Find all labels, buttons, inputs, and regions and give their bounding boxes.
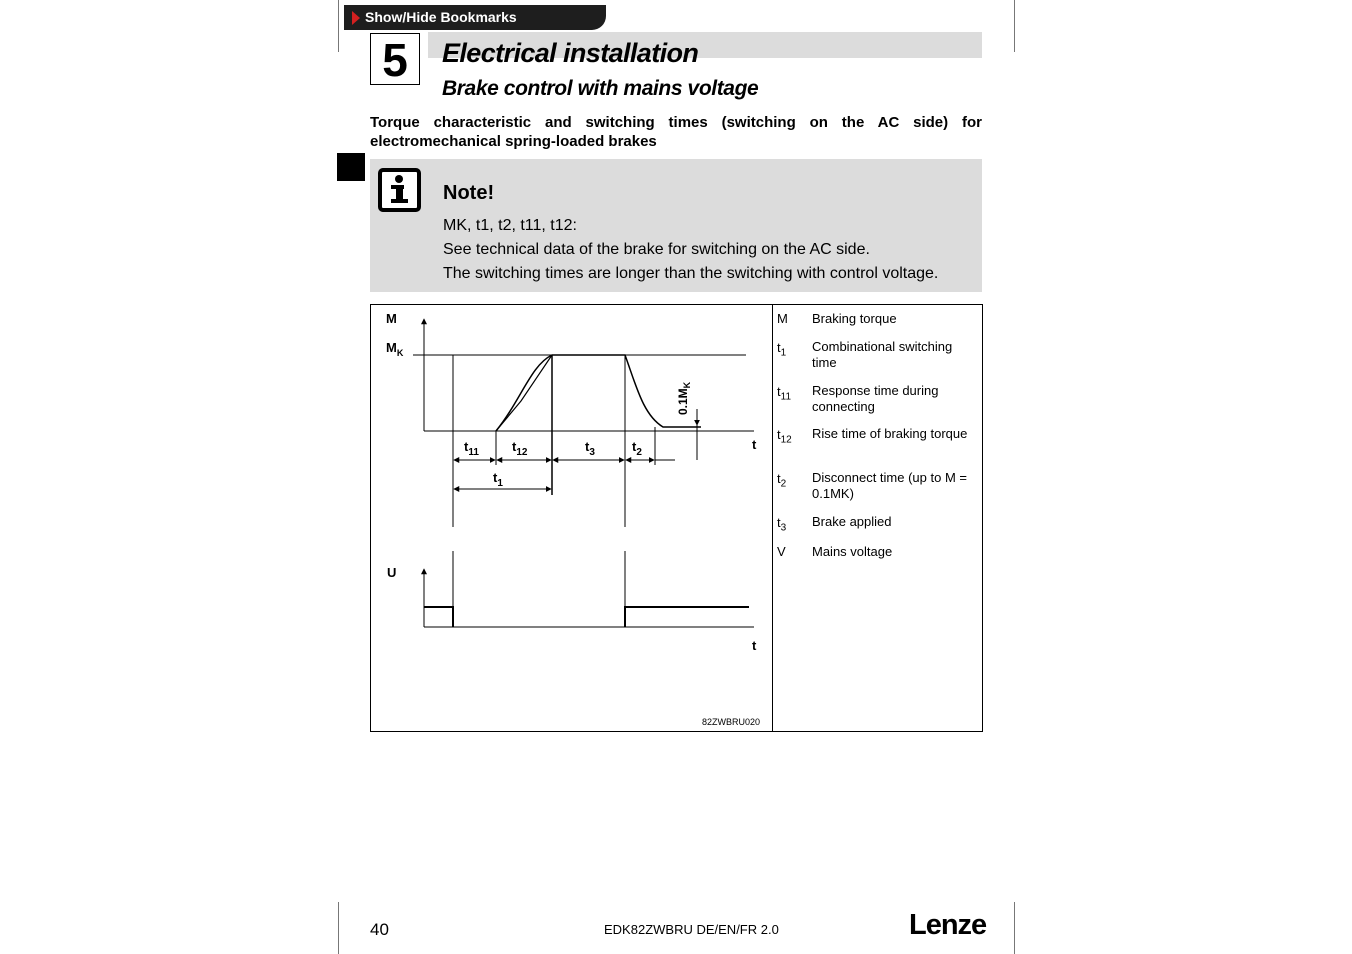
show-hide-bookmarks-button[interactable] — [344, 5, 606, 30]
note-line-2: See technical data of the brake for switching on the AC side. — [443, 241, 870, 258]
legend-sym-M: M — [777, 311, 788, 326]
legend-text-M: Braking torque — [812, 311, 897, 326]
figure-code: 82ZWBRU020 — [702, 717, 761, 727]
label-M: M — [386, 311, 397, 326]
info-icon — [378, 168, 421, 212]
legend-text-t1: Combinational switching time — [812, 339, 953, 370]
label-t2: $t_2$ — [632, 439, 642, 458]
label-MK: $M_K$ — [386, 340, 404, 358]
page-edge-left-top — [338, 0, 339, 52]
note-symbols-line — [443, 217, 577, 235]
note-title: Note! — [443, 182, 495, 204]
legend-sym-t2: $t_2$ — [777, 471, 787, 490]
label-t-upper: t — [752, 437, 757, 452]
expand-arrow-icon — [352, 11, 360, 25]
document-code: EDK82ZWBRU DE/EN/FR 2.0 — [604, 922, 779, 937]
section-marker — [337, 153, 365, 181]
note-line-3: The switching times are longer than the switching with control voltage. — [443, 265, 939, 282]
bookmarks-label: Show/Hide Bookmarks — [365, 9, 517, 25]
label-t-lower: t — [752, 638, 757, 653]
legend-sym-t3: $t_3$ — [777, 515, 787, 534]
label-01mk: $0.1M_K$ — [676, 381, 692, 415]
label-t3: $t_3$ — [585, 439, 595, 458]
voltage-pulse-off — [625, 607, 749, 627]
label-t12: $t_{12}$ — [512, 439, 528, 458]
note-symbols-text: MK, t1, t2, t11, t12: — [443, 217, 577, 234]
torque-timing-diagram — [370, 304, 983, 732]
diagram-divider — [772, 305, 773, 731]
intro-text: Torque characteristic and switching times (switching on the AC side) for electromechanical spring-loaded brakes — [370, 114, 982, 150]
label-t1: $t_1$ — [493, 470, 503, 489]
legend-text-t11: Response time during connecting — [812, 383, 939, 414]
page-title: Electrical installation — [442, 38, 699, 68]
lenze-logo: Lenze — [909, 909, 987, 941]
page-edge-right-bottom — [1014, 902, 1015, 954]
voltage-pulse-on — [424, 607, 453, 627]
page-edge-left-bottom — [338, 902, 339, 954]
legend-text-t3: Brake applied — [812, 514, 892, 529]
legend-text-V: Mains voltage — [812, 544, 893, 559]
legend-sym-t12: $t_{12}$ — [777, 427, 792, 446]
page-subtitle: Brake control with mains voltage — [442, 77, 759, 100]
legend-sym-t11: $t_{11}$ — [777, 384, 792, 403]
legend-text-t12: Rise time of braking torque — [812, 426, 968, 441]
legend-text-t2: Disconnect time (up to M = 0.1MK) — [812, 470, 967, 501]
chapter-number: 5 — [370, 33, 420, 85]
page-number: 40 — [370, 920, 389, 939]
label-U: U — [387, 565, 397, 580]
page-edge-right-top — [1014, 0, 1015, 52]
legend-sym-t1: $t_1$ — [777, 340, 787, 359]
timing-graph — [371, 305, 772, 731]
label-t11: $t_{11}$ — [464, 439, 479, 458]
legend-sym-V: V — [777, 544, 786, 559]
